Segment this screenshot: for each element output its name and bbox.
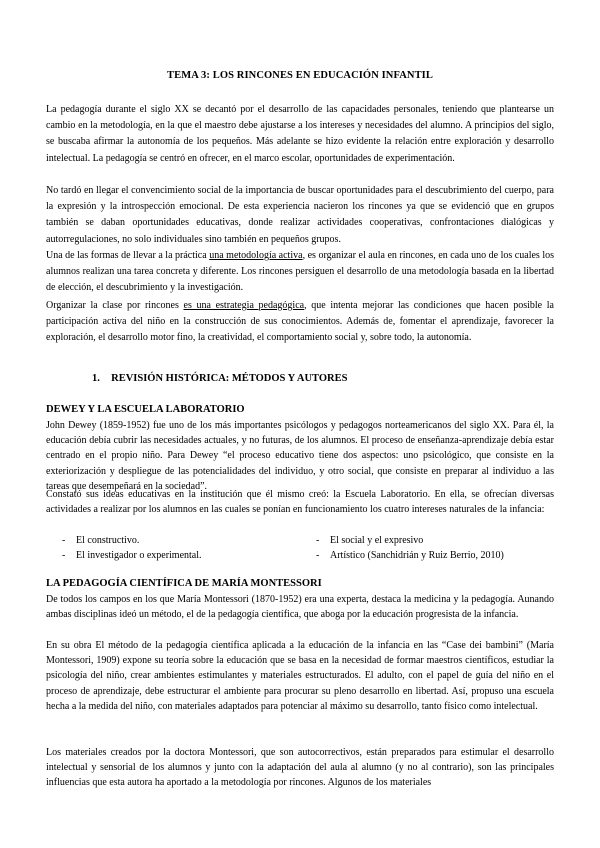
list-row xyxy=(46,548,554,563)
list-item xyxy=(300,533,554,548)
intro-paragraph-3-start: Una de las formas de llevar a la práctica xyxy=(46,250,210,261)
intro-paragraph-2: No tardó en llegar el convencimiento social de la importancia de buscar oportunidades para el descubrimiento del cuerpo, para la expresión y la introspección emocional. De esta experiencia nacieron los rincones ya que se evidenció que en grupos también se daban oportunidades educativas, donde realizar actividades cooperativas, confrontaciones dialógicas y autorregulaciones, no solo individuales sino también en pequeños grupos. xyxy=(46,185,554,245)
interest-artistic: Artístico (Sanchidrián y Ruiz Berrio, 2010) xyxy=(330,550,504,561)
intro-paragraph-1: La pedagogía durante el siglo XX se decantó por el desarrollo de las capacidades personales, teniendo que plantearse un cambio en la metodología, en la que el maestro debe ajustarse a los intereses y necesidades del alumno. A principios del siglo, se buscaba afirmar la autonomía de los pequeños. Más adelante se hizo evidente la relación entre exploración y desarrollo intelectual. La pedagogía se centró en ofrecer, en el marco escolar, oportunidades de experimentación. xyxy=(46,104,554,164)
underlined-active-methodology: una metodología activa xyxy=(209,250,303,261)
bullet-dash: - xyxy=(62,535,66,546)
montessori-paragraph-3: Los materiales creados por la doctora Montessori, que son autocorrectivos, están preparados para estimular el desarrollo intelectual y sensorial de los alumnos y junto con la adaptación del aula al alumno (y no al contrario), son las principales influencias que esta autora ha aportado a la metodología por rincones. Algunos de los materiales xyxy=(46,747,554,789)
bullet-dash: - xyxy=(316,535,320,546)
bullet-dash: - xyxy=(316,550,320,561)
list-item xyxy=(46,533,300,548)
interest-constructive: El constructivo. xyxy=(76,535,140,546)
montessori-paragraph-1: De todos los campos en los que María Montessori (1870-1952) era una experta, destaca la medicina y la pedagogía. Aunando ambas disciplinas ideó un método, el de la pedagogía científica, que aboga por la educación progresista de la infancia. xyxy=(46,594,554,621)
document-title: TEMA 3: LOS RINCONES EN EDUCACIÓN INFANTIL xyxy=(167,70,433,81)
interest-social-expressive: El social y el expresivo xyxy=(330,535,424,546)
section-heading xyxy=(92,373,347,384)
section-number: 1. xyxy=(92,373,100,384)
montessori-paragraph-2: En su obra El método de la pedagogía científica aplicada a la educación de la infancia en las “Case dei bambini” (María Montessori, 1909) expone su teoría sobre la educación que se basa en la necesidad de formar maestros científicos, estudiar la psicología del niño, crear ambientes estimulantes y materiales estructurados. El adulto, con el papel de guía del niño en el proceso de aprendizaje, debe estructurar el ambiente para procurar su pleno desarrollo en libertad. Así, propuso una escuela hecha a la medida del niño, con materiales adaptados para potenciar al máximo su desarrollo, tanto físico como intelectual. xyxy=(46,640,554,712)
dewey-paragraph-1: John Dewey (1859-1952) fue uno de los más importantes psicólogos y pedagogos norteamericanos del siglo XX. Para él, la educación debía cubrir las necesidades actuales, y no futuras, de los alumnos. El proceso de enseñanza-aprendizaje debía estar centrado en el propio niño. Para Dewey “el proceso educativo tiene dos aspectos: uno psicológico, que consiste en la exteriorización y despliegue de las potencialidades del individuo, y otro social, que consiste en preparar al individuo a las tareas que desempeñará en la sociedad”. xyxy=(46,420,554,492)
intro-paragraph-4-end: , que intenta mejorar las condiciones que hacen posible la participación activa del niño en la construcción de sus conocimientos. Además de, fomentar el aprendizaje, favorecer la exploración, el desarrollo motor fino, la creatividad, el comportamiento social y, sobre todo, la autonomía. xyxy=(46,300,554,344)
montessori-heading: LA PEDAGOGÍA CIENTÍFICA DE MARÍA MONTESSORI xyxy=(46,578,322,589)
bullet-dash: - xyxy=(62,550,66,561)
intro-paragraph-3-end: , es organizar el aula en rincones, en cada uno de los cuales los alumnos realizan una tarea concreta y diferente. Los rincones persiguen el desarrollo de una metodología basada en la libertad de elección, el descubrimiento y la investigación. xyxy=(46,250,554,294)
interests-list xyxy=(46,533,554,563)
intro-paragraph-3 xyxy=(46,248,554,297)
dewey-paragraph-2: Constató sus ideas educativas en la institución que él mismo creó: la Escuela Laboratorio. En ella, se ofrecían diversas actividades a realizar por los alumnos en las cuales se ponían en funcionamiento los cuatro intereses naturales de la infancia: xyxy=(46,489,554,516)
list-item xyxy=(300,548,554,563)
list-row xyxy=(46,533,554,548)
intro-paragraph-4 xyxy=(46,298,554,347)
underlined-pedagogical-strategy: es una estrategia pedagógica xyxy=(183,300,305,311)
section-title-text: REVISIÓN HISTÓRICA: MÉTODOS Y AUTORES xyxy=(111,373,348,384)
intro-paragraph-4-start: Organizar la clase por rincones xyxy=(46,300,184,311)
dewey-heading: DEWEY Y LA ESCUELA LABORATORIO xyxy=(46,404,245,415)
list-item xyxy=(46,548,300,563)
interest-investigator: El investigador o experimental. xyxy=(76,550,202,561)
